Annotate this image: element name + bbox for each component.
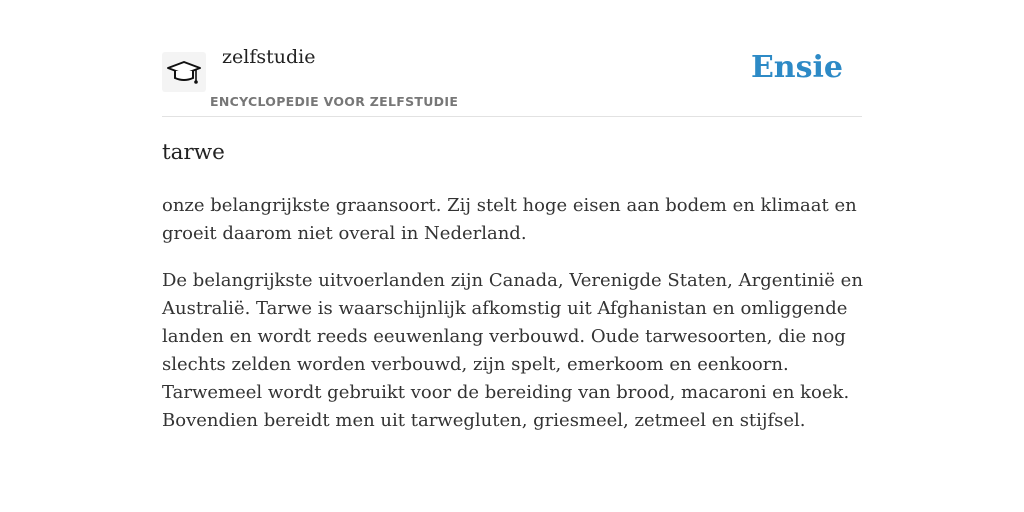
site-logo[interactable] [162, 52, 206, 92]
brand-link[interactable]: Ensie [750, 50, 843, 85]
article-title: tarwe [162, 140, 225, 165]
article-body [162, 192, 864, 454]
site-header [162, 0, 862, 117]
article-paragraph: De belangrijkste uitvoerlanden zijn Canada, Verenigde Staten, Argentinië en Australië. Tarwe is waarschijnlijk afkomstig uit Afghanistan en omliggende landen en wordt reeds eeuwenlang verbouwd. Oude tarwesoorten, die nog slechts zelden worden verbouwd, zijn spelt, emerkoom en eenkoorn. Tarwemeel wordt gebruikt voor de bereiding van brood, macaroni en koek. Bovendien bereidt men uit tarwegluten, griesmeel, zetmeel en stijfsel. [162, 270, 863, 431]
article-paragraph: onze belangrijkste graansoort. Zij stelt hoge eisen aan bodem en klimaat en groeit daarom niet overal in Nederland. [162, 195, 857, 244]
content-container [162, 0, 863, 431]
site-name-link[interactable]: zelfstudie [222, 46, 316, 68]
site-tagline: ENCYCLOPEDIE VOOR ZELFSTUDIE [210, 94, 459, 109]
